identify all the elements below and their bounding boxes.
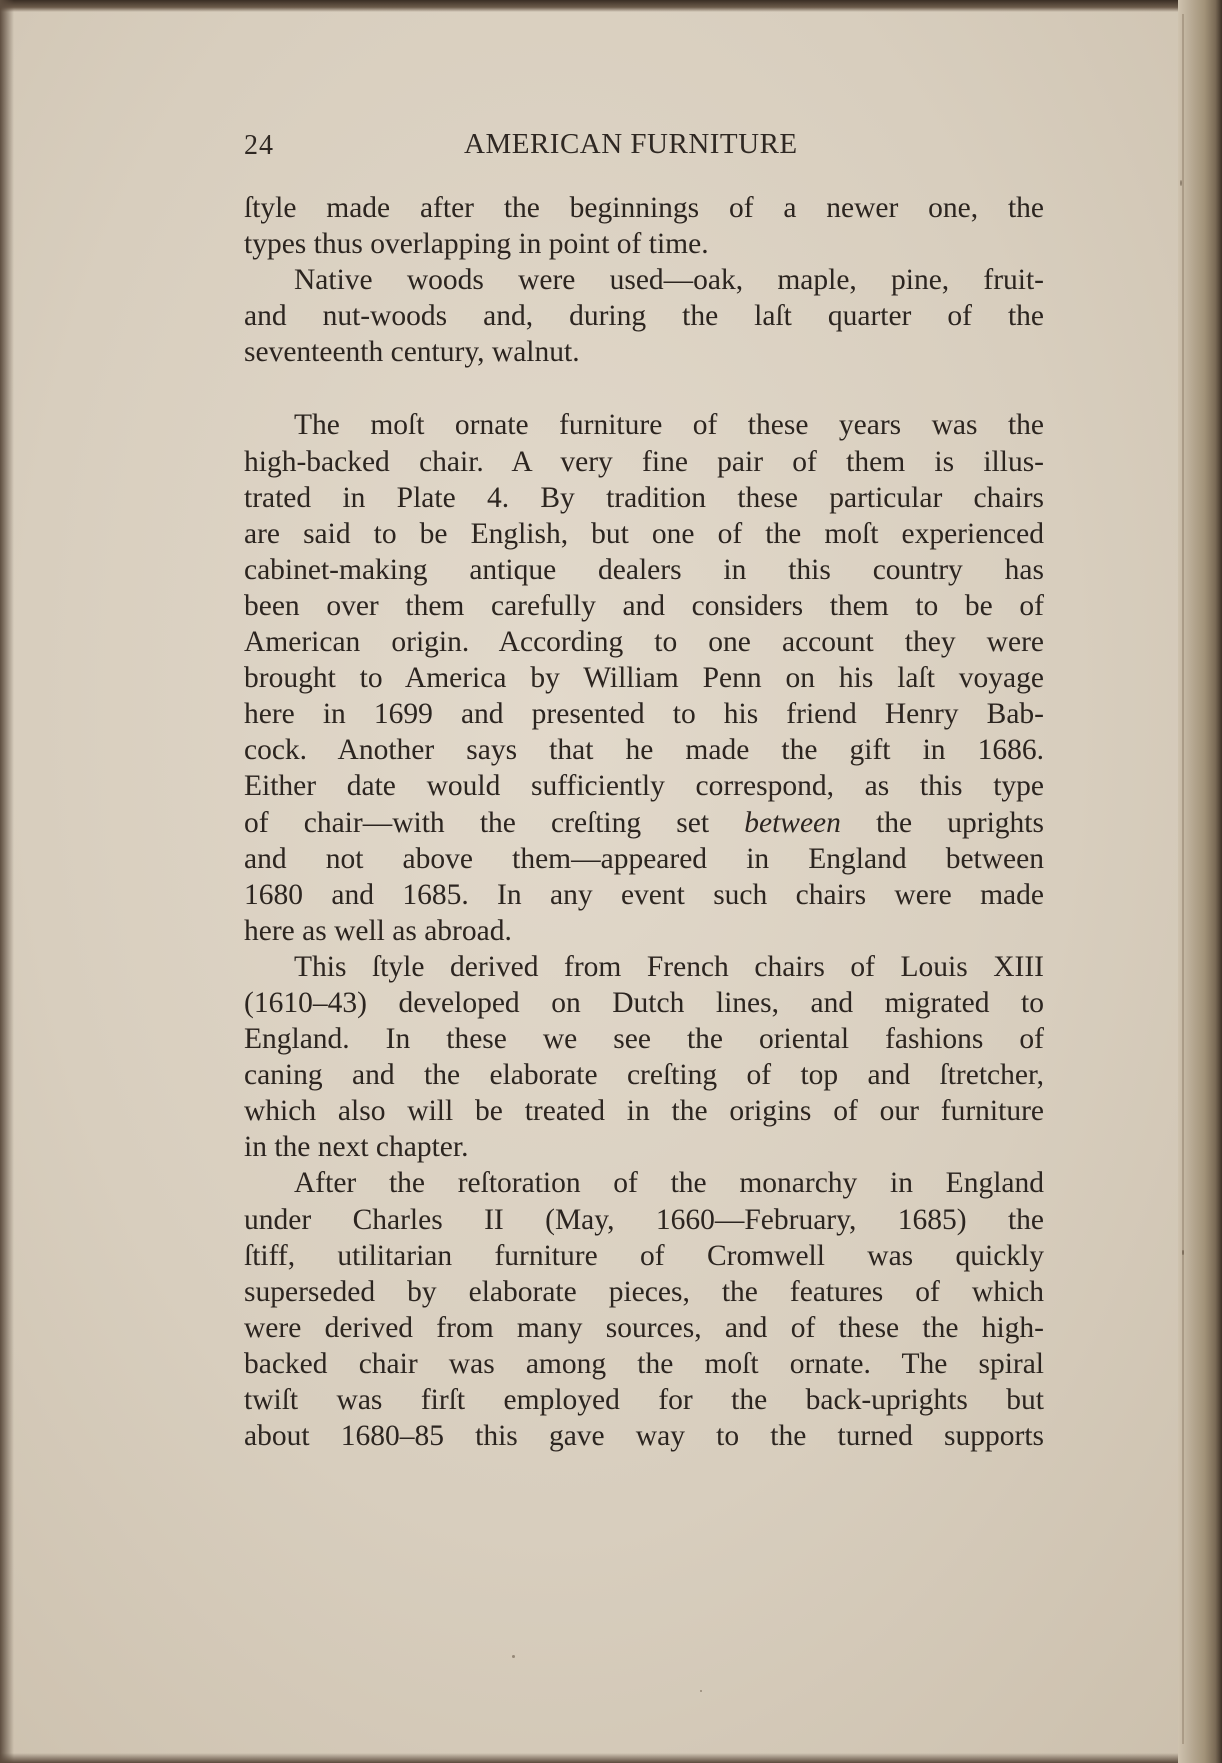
text-line: high-backed chair. A very fine pair of them is illus- xyxy=(244,445,1044,478)
text-line: (1610–43) developed on Dutch lines, and migrated to xyxy=(244,986,1044,1019)
page-top-edge xyxy=(0,0,1222,12)
text-line: England. In these we see the oriental fashions of xyxy=(244,1023,1044,1056)
text-line: 1680 and 1685. In any event such chairs were made xyxy=(244,878,1044,911)
text-line: which also will be treated in the origins of our furniture xyxy=(244,1095,1044,1128)
text-line: cock. Another says that he made the gift in 1686. xyxy=(244,734,1044,767)
paper-speck xyxy=(1180,180,1182,186)
text-line: cabinet-making antique dealers in this country has xyxy=(244,553,1044,586)
paragraph xyxy=(244,262,1044,370)
running-title: AMERICAN FURNITURE xyxy=(464,128,798,160)
text-line: types thus overlapping in point of time. xyxy=(244,228,709,261)
paper-speck xyxy=(700,1690,702,1692)
paragraph xyxy=(244,949,1044,1166)
book-spine-shadow xyxy=(1178,0,1222,1763)
text-line: here in 1699 and presented to his friend Henry Bab- xyxy=(244,698,1044,731)
paragraph xyxy=(244,407,1044,948)
text-line: brought to America by William Penn on his laſt voyage xyxy=(244,662,1044,695)
text-line: of chair—with the creſting set between the uprights xyxy=(244,806,1044,839)
text-line: This ſtyle derived from French chairs of Louis XIII xyxy=(294,950,1044,983)
text-line: Native woods were used—oak, maple, pine, fruit- xyxy=(294,264,1044,297)
text-line: been over them carefully and considers them to be of xyxy=(244,589,1044,622)
text-line: under Charles II (May, 1660—February, 1685) the xyxy=(244,1203,1044,1236)
text-line: twiſt was firſt employed for the back-uprights but xyxy=(244,1384,1044,1416)
paper-speck xyxy=(512,1655,515,1658)
text-line: ſtyle made after the beginnings of a newer one, the xyxy=(244,192,1044,224)
text-line: After the reſtoration of the monarchy in England xyxy=(294,1167,1044,1200)
gutter-line xyxy=(1182,14,1184,1744)
page-left-edge xyxy=(0,0,14,1763)
text-line: here as well as abroad. xyxy=(244,914,512,947)
text-line: about 1680–85 this gave way to the turned supports xyxy=(244,1420,1044,1453)
running-head xyxy=(244,126,1044,166)
paper-speck xyxy=(1182,1250,1184,1255)
page-bottom-edge xyxy=(0,1753,1222,1763)
text-line: caning and the elaborate creſting of top and ſtretcher, xyxy=(244,1059,1044,1092)
section-break xyxy=(244,370,1044,407)
paragraph xyxy=(244,1165,1044,1454)
text-line: trated in Plate 4. By tradition these particular chairs xyxy=(244,481,1044,514)
text-line: and nut-woods and, during the laſt quarter of the xyxy=(244,300,1044,333)
text-line: ſtiff, utilitarian furniture of Cromwell was quickly xyxy=(244,1239,1044,1272)
page-number: 24 xyxy=(244,130,274,161)
text-line: American origin. According to one account they were xyxy=(244,626,1044,659)
text-line: in the next chapter. xyxy=(244,1131,469,1164)
paragraph xyxy=(244,190,1044,262)
text-line: were derived from many sources, and of these the high- xyxy=(244,1311,1044,1344)
body-text xyxy=(244,190,1044,1454)
text-line: and not above them—appeared in England between xyxy=(244,842,1044,875)
text-line: seventeenth century, walnut. xyxy=(244,336,580,369)
emphasis: between xyxy=(744,806,841,839)
text-line: backed chair was among the moſt ornate. The spiral xyxy=(244,1347,1044,1380)
text-line: The moſt ornate furniture of these years was the xyxy=(294,409,1044,442)
text-line: are said to be English, but one of the moſt experienced xyxy=(244,517,1044,550)
text-line: Either date would sufficiently correspond, as this type xyxy=(244,770,1044,803)
text-line: superseded by elaborate pieces, the features of which xyxy=(244,1275,1044,1308)
